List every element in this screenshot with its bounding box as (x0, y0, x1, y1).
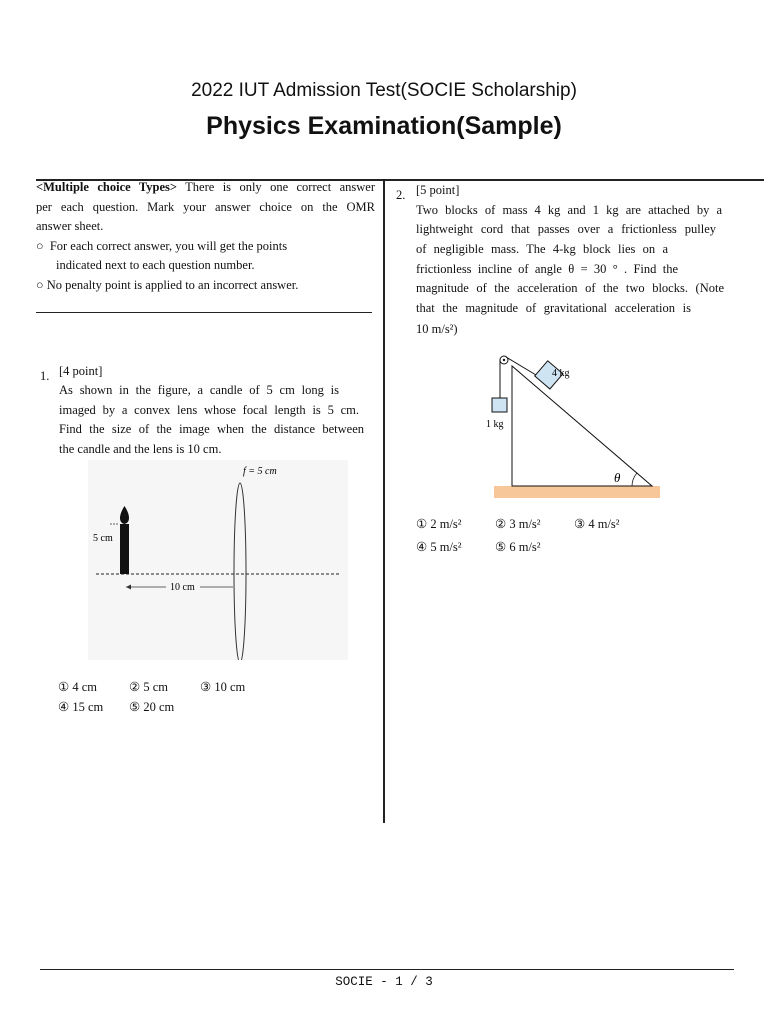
question-1-line-3: Find the size of the image when the distance between (59, 422, 364, 436)
q2-choice-2[interactable] (495, 516, 541, 532)
focal-length-label: f = 5 cm (243, 466, 277, 477)
choice-marker: ② (129, 680, 141, 694)
column-divider (383, 180, 385, 823)
choice-marker: ② (495, 517, 507, 531)
angle-label: θ (614, 470, 621, 485)
candle-height-label: 5 cm (93, 533, 113, 544)
q2-choice-1[interactable] (416, 516, 462, 532)
q1-choice-2[interactable] (129, 679, 168, 695)
question-2-line-6: that the magnitude of gravitational acceleration is (416, 301, 691, 315)
candle-body (120, 524, 129, 574)
choice-marker: ③ (200, 680, 212, 694)
choice-text: 15 cm (72, 700, 104, 714)
lens-candle-figure (88, 460, 348, 660)
choice-text: 4 m/s² (588, 517, 620, 531)
small-block (492, 398, 507, 412)
exam-title: Physics Examination(Sample) (206, 112, 562, 140)
question-2-number: 2. (396, 188, 406, 202)
choice-marker: ① (416, 517, 428, 531)
incline-pulley-figure (480, 348, 670, 504)
choice-text: 5 cm (143, 680, 168, 694)
q1-choice-5[interactable] (129, 699, 174, 715)
exam-subtitle: 2022 IUT Admission Test(SOCIE Scholarship) (191, 80, 577, 101)
choice-marker: ④ (416, 540, 428, 554)
incline-ramp (512, 366, 652, 486)
page-footer: SOCIE - 1 / 3 (335, 975, 433, 989)
choice-marker: ⑤ (129, 700, 141, 714)
instructions-line-3: answer sheet. (36, 219, 104, 233)
question-2-line-4: frictionless incline of angle θ = 30 ° . Find the (416, 262, 678, 276)
choice-text: 2 m/s² (430, 517, 462, 531)
bullet-circle-icon: ○ (36, 278, 44, 292)
q1-choice-1[interactable] (58, 679, 97, 695)
q2-choice-4[interactable] (416, 539, 462, 555)
instructions-bullet-1-cont: indicated next to each question number. (56, 258, 255, 272)
question-2-line-1: Two blocks of mass 4 kg and 1 kg are attached by a (416, 203, 722, 217)
instructions-type-label: <Multiple choice Types> (36, 180, 177, 194)
question-2-line-7: 10 m/s²) (416, 322, 458, 336)
instructions-line-1-rest: There is only one correct answer (177, 180, 375, 194)
question-1-line-2: imaged by a convex lens whose focal length is 5 cm. (59, 403, 359, 417)
choice-text: 20 cm (143, 700, 175, 714)
instructions-line-2: per each question. Mark your answer choice on the OMR (36, 200, 375, 214)
question-1-line-4: the candle and the lens is 10 cm. (59, 442, 222, 456)
rope-incline (506, 357, 536, 375)
q1-choice-3[interactable] (200, 679, 245, 695)
question-1-points: [4 point] (59, 364, 103, 378)
pulley-axle (503, 359, 505, 361)
question-1-line-1: As shown in the figure, a candle of 5 cm long is (59, 383, 339, 397)
bullet-circle-icon: ○ (36, 239, 44, 253)
question-1-number: 1. (40, 369, 50, 383)
bullet-1-text: For each correct answer, you will get the points (49, 239, 288, 253)
instructions-rule (36, 312, 372, 313)
choice-text: 3 m/s² (509, 517, 541, 531)
choice-marker: ③ (574, 517, 586, 531)
large-block-label: 4 kg (552, 368, 570, 379)
q2-choice-5[interactable] (495, 539, 541, 555)
question-2-line-3: of negligible mass. The 4-kg block lies on a (416, 242, 668, 256)
choice-marker: ⑤ (495, 540, 507, 554)
footer-rule (40, 969, 734, 970)
q2-choice-3[interactable] (574, 516, 620, 532)
instructions-bullet-1 (36, 237, 287, 257)
small-block-label: 1 kg (486, 419, 504, 430)
question-2-line-5: magnitude of the acceleration of the two blocks. (Note (416, 281, 724, 295)
choice-marker: ① (58, 680, 70, 694)
lens-distance-label: 10 cm (170, 582, 195, 593)
question-2-points: [5 point] (416, 183, 460, 197)
bullet-2-text: No penalty point is applied to an incorrect answer. (46, 278, 299, 292)
choice-text: 5 m/s² (430, 540, 462, 554)
q1-choice-4[interactable] (58, 699, 103, 715)
choice-text: 6 m/s² (509, 540, 541, 554)
choice-marker: ④ (58, 700, 70, 714)
choice-text: 4 cm (72, 680, 97, 694)
choice-text: 10 cm (214, 680, 246, 694)
ground-base (494, 486, 660, 498)
instructions-bullet-2 (36, 276, 298, 296)
question-2-line-2: lightweight cord that passes over a frictionless pulley (416, 222, 716, 236)
instructions-line-1 (36, 178, 375, 198)
